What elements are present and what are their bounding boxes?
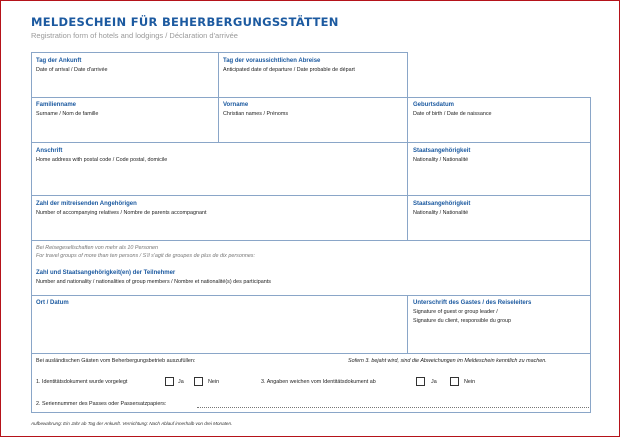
signature-label: Unterschrift des Gastes / des Reiseleiters [413, 300, 532, 306]
group-note: Bei Reisegesellschaften von mehr als 10 Personen [36, 245, 158, 251]
question-2: 2. Seriennummer des Passes oder Passersatzpapiers: [36, 401, 167, 407]
grid-line [407, 97, 408, 240]
footnote: Aufbewahrung: Ein Jahr ab Tag der Ankunft. Vernichtung: Nach Ablauf innerhalb von drei Monaten. [31, 421, 233, 426]
grid-line [31, 353, 32, 413]
nationality-label: Staatsangehörigkeit [413, 148, 471, 154]
signature-label-en: Signature of guest or group leader / [413, 309, 498, 315]
q1-no-label: Nein [208, 379, 220, 385]
surname-label-en: Surname / Nom de famille [36, 111, 99, 117]
nationality-label-2-en: Nationality / Nationalité [413, 210, 469, 216]
grid-line [31, 240, 591, 241]
q3-yes-checkbox[interactable] [416, 377, 425, 386]
birthdate-label-en: Date of birth / Date de naissance [413, 111, 492, 117]
q1-yes-checkbox[interactable] [165, 377, 174, 386]
form-subtitle: Registration form of hotels and lodgings / Déclaration d'arrivée [31, 31, 238, 40]
grid-line [31, 412, 591, 413]
q3-no-label: Nein [464, 379, 476, 385]
relatives-label-en: Number of accompanying relatives / Nombre de parents accompagnant [36, 210, 207, 216]
grid-line [590, 353, 591, 413]
grid-line [407, 295, 408, 354]
nationality-label-en: Nationality / Nationalité [413, 157, 469, 163]
relatives-label: Zahl der mitreisenden Angehörigen [36, 201, 137, 207]
question-3: 3. Angaben weichen vom Identitätsdokument ab [261, 379, 376, 385]
foreign-guests-note: Sofern 3. bejaht wird, sind die Abweichungen im Meldeschein kenntlich zu machen. [348, 358, 547, 364]
arrival-label-en: Date of arrival / Date d'arrivée [36, 67, 108, 73]
nationality-label-2: Staatsangehörigkeit [413, 201, 471, 207]
group-label-en: Number and nationality / nationalities of group members / Nombre et nationalité(s) des participants [36, 279, 271, 285]
grid-line [590, 97, 591, 354]
q3-yes-label: Ja [431, 379, 437, 385]
grid-line [407, 52, 408, 98]
form-title: MELDESCHEIN FÜR BEHERBERGUNGSSTÄTTEN [31, 15, 339, 29]
grid-line [31, 52, 408, 53]
passport-number-line[interactable] [197, 407, 589, 408]
departure-label: Tag der voraussichtlichen Abreise [223, 58, 321, 64]
question-1: 1. Identitätsdokument wurde vorgelegt [36, 379, 128, 385]
grid-line [31, 195, 591, 196]
address-label: Anschrift [36, 148, 63, 154]
q1-no-checkbox[interactable] [194, 377, 203, 386]
foreign-guests-intro: Bei ausländischen Gästen vom Beherbergungsbetrieb auszufüllen: [36, 358, 196, 364]
signature-label-fr: Signature du client, responsible du group [413, 318, 511, 324]
address-label-en: Home address with postal code / Code postal, domicile [36, 157, 168, 163]
grid-line [31, 353, 591, 354]
surname-label: Familienname [36, 102, 77, 108]
grid-line [31, 295, 591, 296]
firstname-label: Vorname [223, 102, 249, 108]
group-label: Zahl und Staatsangehörigkeit(en) der Teilnehmer [36, 270, 176, 276]
place-date-label: Ort / Datum [36, 300, 69, 306]
grid-line [31, 142, 591, 143]
birthdate-label: Geburtsdatum [413, 102, 455, 108]
q3-no-checkbox[interactable] [450, 377, 459, 386]
q1-yes-label: Ja [178, 379, 184, 385]
grid-line [31, 97, 591, 98]
firstname-label-en: Christian names / Prénoms [223, 111, 289, 117]
arrival-label: Tag der Ankunft [36, 58, 82, 64]
group-note-en: For travel groups of more than ten persons / S'il s'agit de groupes de plus de dix personnes: [36, 253, 256, 259]
departure-label-en: Anticipated date of departure / Date probable de départ [223, 67, 355, 73]
